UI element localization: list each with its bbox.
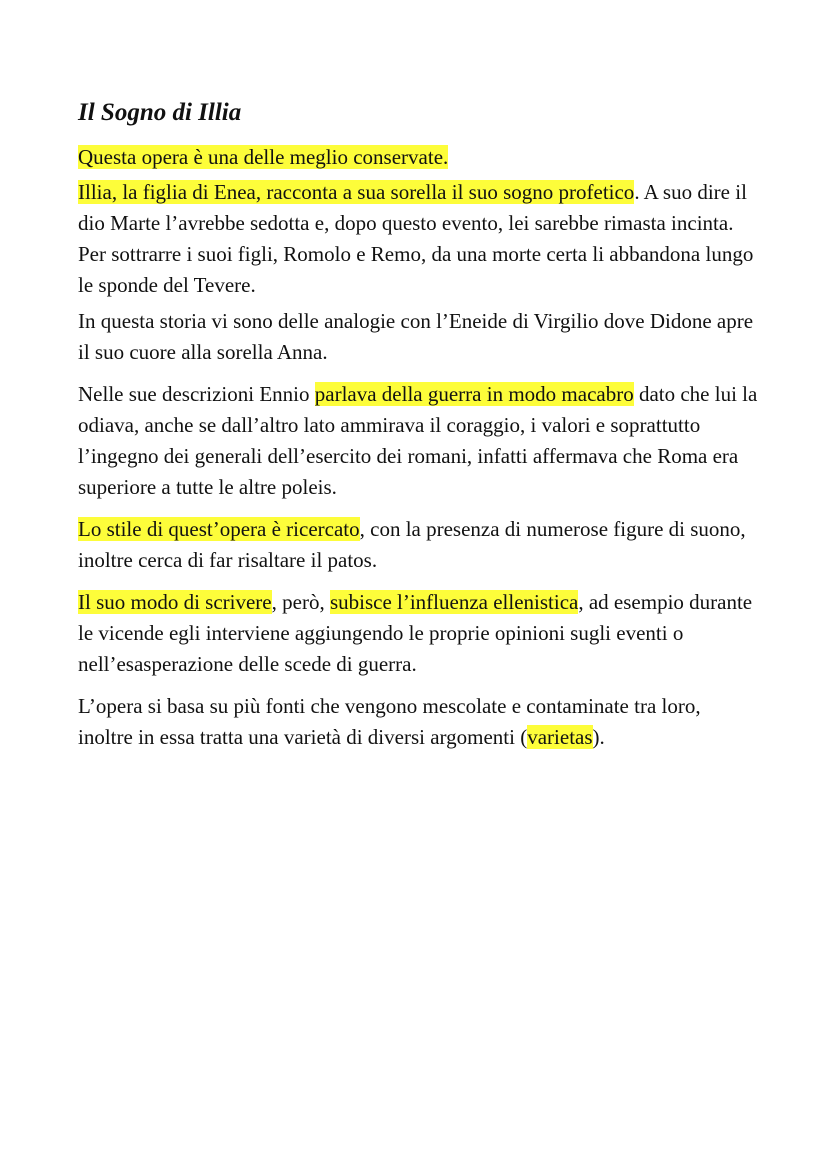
highlighted-text: varietas — [527, 725, 593, 749]
highlighted-text: Illia, la figlia di Enea, racconta a sua sorella il suo sogno profetico — [78, 180, 635, 204]
paragraph-1 — [78, 142, 758, 173]
paragraph-text: L’opera si basa su più fonti che vengono mescolate e contaminate tra loro, inoltre in essa tratta una varietà di diversi argomenti ( — [78, 694, 701, 749]
paragraph-text: Nelle sue descrizioni Ennio — [78, 382, 315, 406]
paragraph-2 — [78, 177, 758, 239]
paragraph-5 — [78, 379, 758, 503]
highlighted-text: parlava della guerra in modo macabro — [314, 382, 634, 406]
paragraph-text: Per sottrarre i suoi figli, Romolo e Remo, da una morte certa li abbandona lungo le sponde del Tevere. — [78, 242, 754, 297]
document-page — [78, 96, 758, 764]
paragraph-text: , con la presenza di numerose figure di suono, inoltre cerca di far risaltare il patos. — [78, 517, 746, 572]
paragraph-3 — [78, 239, 758, 301]
highlighted-text: Questa opera è una delle meglio conservate. — [78, 145, 449, 169]
paragraph-8 — [78, 691, 758, 753]
highlighted-text: Lo stile di quest’opera è ricercato — [78, 517, 360, 541]
highlighted-text: subisce l’influenza ellenistica — [329, 590, 579, 614]
highlighted-text: Il suo modo di scrivere — [78, 590, 272, 614]
paragraph-text: dato che lui la odiava, anche se dall’altro lato ammirava il coraggio, i valori e soprattutto l’ingegno dei generali dell’esercito dei romani, infatti affermava che Roma era superiore a tutte le altre poleis. — [78, 382, 758, 499]
paragraph-text: , ad esempio durante le vicende egli interviene aggiungendo le proprie opinioni sugli eventi o nell’esasperazione delle scede di guerra. — [78, 590, 753, 676]
paragraph-text: . A suo dire il dio Marte l’avrebbe sedotta e, dopo questo evento, lei sarebbe rimasta incinta. — [78, 180, 747, 235]
document-title: Il Sogno di Illia — [78, 99, 242, 126]
paragraph-6 — [78, 514, 758, 576]
paragraph-text: In questa storia vi sono delle analogie con l’Eneide di Virgilio dove Didone apre il suo cuore alla sorella Anna. — [78, 309, 754, 364]
paragraph-4 — [78, 306, 758, 368]
paragraph-text: , però, — [271, 590, 330, 614]
paragraph-text: ). — [592, 725, 605, 749]
paragraph-7 — [78, 587, 758, 680]
